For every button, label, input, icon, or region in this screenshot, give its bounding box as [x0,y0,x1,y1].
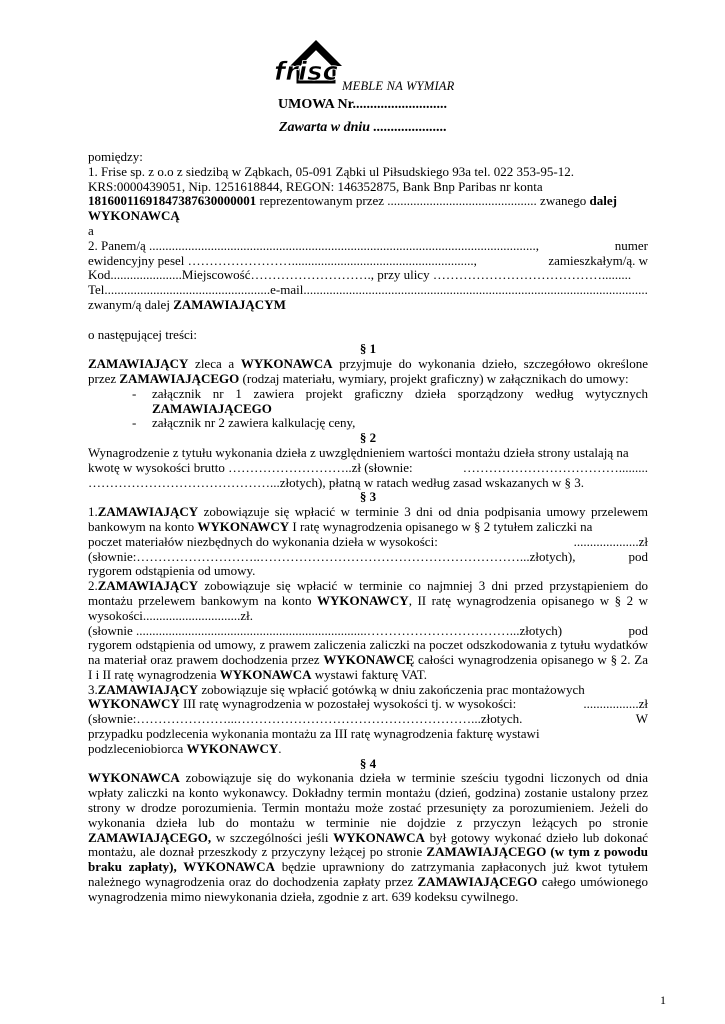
section-3-para-1: 1.ZAMAWIAJĄCY zobowiązuje się wpłacić w terminie 3 dni od dnia podpisania umowy przelewem bankowym na konto WYKONAWCY I ratę wynagrodzenia opisanego w § 2 tytułem zaliczki na [88,504,648,534]
section-4-heading: § 4 [359,755,377,771]
party-2-line-1: 2. Panem/ą ......................................................................................................................., numer [88,237,648,253]
brand-tagline: MEBLE NA WYMIAR [342,79,455,93]
frise-logo [272,36,352,96]
page-number: 1 [660,993,666,1007]
list-item: - załącznik nr 2 zawiera kalkulację ceny, [132,416,648,431]
section-4-text: WYKONAWCA zobowiązuje się do wykonania dzieła w terminie sześciu tygodni liczonych od dnia wpłaty zaliczki na konto wykonawcy. Dokładny termin montażu (dzień, godzina) zostanie ustalony przez strony w drodze porozumienia. Termin montażu może zostać przesunięty za porozumieniem. Jeżeli do wykonania dzieła lub do montażu w terminie nie dojdzie z przyczyn leżących po stronie ZAMAWIAJĄCEGO, w szczególności jeśli WYKONAWCA był gotowy wykonać dzieło lub dokonać montażu, ale doznał przeszkody z przyczyny leżącej po stronie ZAMAWIAJĄCEGO (w tym z powodu braku zapłaty), WYKONAWCA będzie uprawniony do zatrzymania zapłaconych już kwot tytułem należnego wynagrodzenia oraz do dochodzenia zapłaty przez ZAMAWIAJĄCEGO całego umówionego wynagrodzenia mimo niewykonania dzieła, zgodnie z art. 639 kodeksu cywilnego. [88,770,648,904]
contract-body: pomiędzy: 1. Frise sp. z o.o z siedzibą w Ząbkach, 05-091 Ząbki ul Piłsudskiego 93a tel. 022 353-95-12. KRS:0000439051, Nip. 1251618844, REGON: 146352875, Bank Bnp Paribas nr konta 18160011691847387630000001 reprezentowanym przez .............................................. zwanego dalej WYKONAWCĄ a 2. Panem/ą ......................................................................................................................., numer ewidencyjny pesel ……………………........................................................, zamieszkałym/ą. w Kod......................Miejscowość………………………., przy ulicy …………………………………......... Tel...................................................e-mail.......................................................................................................... zwanym/ą dalej ZAMAWIAJĄCYM o następującej treści: § 1 ZAMAWIAJĄCY zleca a WYKONAWCA przyjmuje do wykonania dzieło, szczegółowo określone przez ZAMAWIAJĄCEGO (rodzaj materiału, wymiary, projekt graficzny) w załącznikach do umowy: - załącznik nr 1 zawiera projekt graficzny dzieła sporządzony według wytycznych ZAMAWIAJĄCEGO - załącznik nr 2 zawiera kalkulację ceny, § 2 Wynagrodzenie z tytułu wykonania dzieła z uwzględnieniem wartości montażu dzieła strony ustalają na kwotę w wysokości brutto ………………………..zł (słownie: ………………………………......... ……………………………………...złotych), płatną w ratach według zasad wskazanych w § 3. § 3 1.ZAMAWIAJĄCY zobowiązuje się wpłacić w terminie 3 dni od dnia podpisania umowy przelewem bankowym na konto WYKONAWCY I ratę wynagrodzenia opisanego w § 2 tytułem zaliczki na poczet materiałów niezbędnych do wykonania dzieła w wysokości: ....................zł (słownie:………………………..……………………………………………………...złotych), pod rygorem odstąpienia od umowy. 2.ZAMAWIAJĄCY zobowiązuje się wpłacić w terminie co najmniej 3 dni przed przystąpieniem do montażu przelewem bankowym na konto WYKONAWCY, II ratę wynagrodzenia opisanego w § 2 w wysokości..............................zł. (słownie .......................................................................……………………………...złotych) pod rygorem odstąpienia od umowy, z prawem zaliczenia zaliczki na poczet odszkodowania z tytułu wydatków na materiał oraz prawem dochodzenia przez WYKONAWCĘ całości wynagrodzenia opisanego w § 2. Za I i II ratę wynagrodzenia WYKONAWCA wystawi fakturę VAT. 3.ZAMAWIAJĄCY zobowiązuje się wpłacić gotówką w dniu zakończenia prac montażowych WYKONAWCY III ratę wynagrodzenia w pozostałej wysokości tj. w wysokości: .................zł (słownie:…………………...………………………………………………...złotych. W przypadku podzlecenia wykonania montażu za III ratę wynagrodzenia fakturę wystawi podzleceniobiorca WYKONAWCY. § 4 WYKONAWCA zobowiązuje się do wykonania dzieła w terminie sześciu tygodni liczonych od dnia wpłaty zaliczki na konto wykonawcy. Dokładny termin montażu (dzień, godzina) zostanie ustalony przez strony w drodze porozumienia. Termin montażu może zostać przesunięty za porozumieniem. Jeżeli do wykonania dzieła lub do montażu w terminie nie dojdzie z przyczyn leżących po stronie ZAMAWIAJĄCEGO, w szczególności jeśli WYKONAWCA był gotowy wykonać dzieło lub dokonać montażu, ale doznał przeszkody z przyczyny leżącej po stronie ZAMAWIAJĄCEGO (w tym z powodu braku zapłaty), WYKONAWCA będzie uprawniony do zatrzymania zapłaconych już kwot tytułem należnego wynagrodzenia oraz do dochodzenia zapłaty przez ZAMAWIAJĄCEGO całego umówionego wynagrodzenia mimo niewykonania dzieła, zgodnie z art. 639 kodeksu cywilnego. [88,150,648,905]
contract-title: UMOWA Nr........................... [278,97,448,112]
section-3-para-2: 2.ZAMAWIAJĄCY zobowiązuje się wpłacić w terminie co najmniej 3 dni przed przystąpieniem do montażu przelewem bankowym na konto WYKONAWCY, II ratę wynagrodzenia opisanego w § 2 w wysokości..............................zł. [88,578,648,623]
section-1-heading: § 1 [359,341,377,357]
list-item: - załącznik nr 1 zawiera projekt graficzny dzieła sporządzony według wytycznych ZAMAWIAJĄCEGO [132,387,648,417]
party-2-alias: zwanym/ą dalej ZAMAWIAJĄCYM [88,296,286,312]
contract-date: Zawarta w dniu ..................... [279,120,448,135]
bank-account: 18160011691847387630000001 [88,193,257,209]
party-1: 1. Frise sp. z o.o z siedzibą w Ząbkach, 05-091 Ząbki ul Piłsudskiego 93a tel. 022 353-95-12. KRS:0000439051, Nip. 1251618844, REGON: 146352875, Bank Bnp Paribas nr konta 18160011691847387630000001 reprezentowanym przez .............................................. zwanego dalej WYKONAWCĄ [88,163,617,224]
section-3-para-3: 3.ZAMAWIAJĄCY zobowiązuje się wpłacić gotówką w dniu zakończenia prac montażowych [88,681,585,697]
party-2-line-2: ewidencyjny pesel ……………………........................................................, zamieszkałym/ą. w [88,252,648,268]
following-label: o następującej treści: [88,326,198,342]
between-label: pomiędzy: [88,149,143,164]
section-1-text: ZAMAWIAJĄCY zleca a WYKONAWCA przyjmuje do wykonania dzieło, szczegółowo określone przez ZAMAWIAJĄCEGO (rodzaj materiału, wymiary, projekt graficzny) w załącznikach do umowy: [88,356,648,386]
party-2-line-3: Kod......................Miejscowość………………………., przy ulicy …………………………………......... [88,267,632,283]
attachments-list [88,387,648,431]
section-3-heading: § 3 [359,489,377,505]
section-2-heading: § 2 [359,430,377,446]
and-label: a [88,222,94,238]
party-2-line-4: Tel...................................................e-mail.......................................................................................................... [88,282,648,298]
svg-text:frisc: frisc [274,57,338,87]
